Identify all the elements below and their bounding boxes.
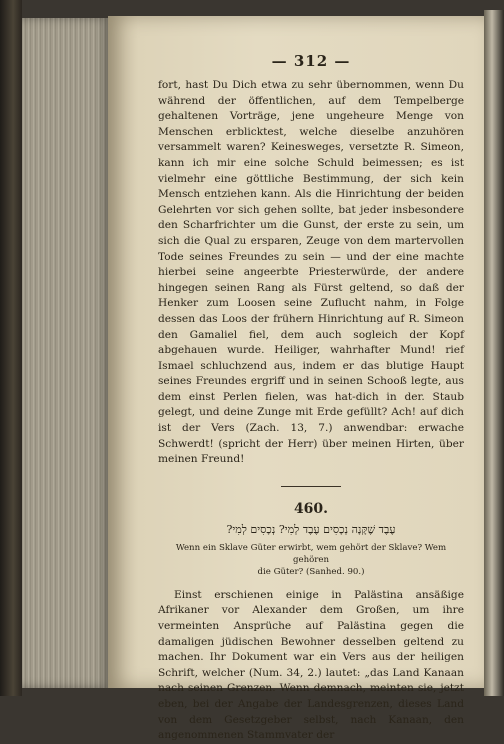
section-divider (281, 486, 341, 487)
book-page (108, 16, 484, 742)
translation (158, 542, 464, 578)
right-page-edge (484, 10, 504, 696)
translation-line-2: die Güter? (Sanhed. 90.) (257, 566, 365, 577)
hebrew-quote: עֶבֶד שֶׁקָּנָה נְכָסִים עֶבֶד לְמִי? נְכָסִים לְמִי? (226, 522, 396, 536)
page-number: — 312 — (271, 52, 351, 70)
paragraph-1: fort, hast Du Dich etwa zu sehr übernommen, wenn Du während der öffentlichen, auf dem Tempelberge gehaltenen Vorträge, jene ungeheure Menge von Menschen erblicktest, welche dieselbe anzuhören versammelt waren? Keinesweges, versetzte R. Simeon, kann ich mir eine solche Schuld beimessen; es ist vielmehr eine göttliche Bestimmung, der sich kein Mensch entziehen kann. Als die Hinrichtung der beiden Gelehrten vor sich gehen sollte, bat jeder insbesondere den Scharfrichter um die Gunst, der erste zu sein, um sich die Qual zu ersparen, Zeuge von dem martervollen Tode seines Freundes zu sein — und der eine machte hierbei seine angeerbte Priesterwürde, der andere hingegen seinen Rang als Fürst geltend, so daß der Henker zum Loosen seine Zuflucht nahm, in Folge dessen das Loos der frühern Hinrichtung auf R. Simeon den Gamaliel fiel, dem auch sogleich der Kopf abgehauen wurde. Heiliger, wahrhafter Mund! rief Ismael schluchzend aus, indem er das blutige Haupt seines Freundes ergriff und in seinen Schooß legte, aus dem einst Perlen fielen, was hat-dich in der. Staub gelegt, und deine Zunge mit Erde gefüllt? Ach! auf dich ist der Vers (Zach. 13, 7.) anwendbar: erwache Schwerdt! (spricht der Herr) über meinen Hirten, über meinen Freund! (158, 79, 464, 466)
book-page-edges (22, 18, 110, 688)
page-content (158, 52, 464, 744)
entry-number: 460. (293, 500, 329, 517)
translation-line-1: Wenn ein Sklave Güter erwirbt, wem gehört der Sklave? Wem gehören (175, 542, 447, 565)
book-spine (0, 0, 22, 696)
paragraph-2: Einst erschienen einige in Palästina ansäßige Afrikaner vor Alexander dem Großen, um ihre vermeinten Ansprüche auf Palästina gegen die damaligen jüdischen Bewohner desselben geltend zu machen. Ihr Dokument war ein Vers aus der heiligen Schrift, welcher (Num. 34, 2.) lautet: „das Land Kanaan nach seinen Grenzen. Wenn demnach, meinten sie, jetzt eben, bei der Angabe der Landesgrenzen, dieses Land von dem Gesetzgeber selbst, nach Kanaan, den angenommenen Stammvater der (158, 588, 464, 742)
